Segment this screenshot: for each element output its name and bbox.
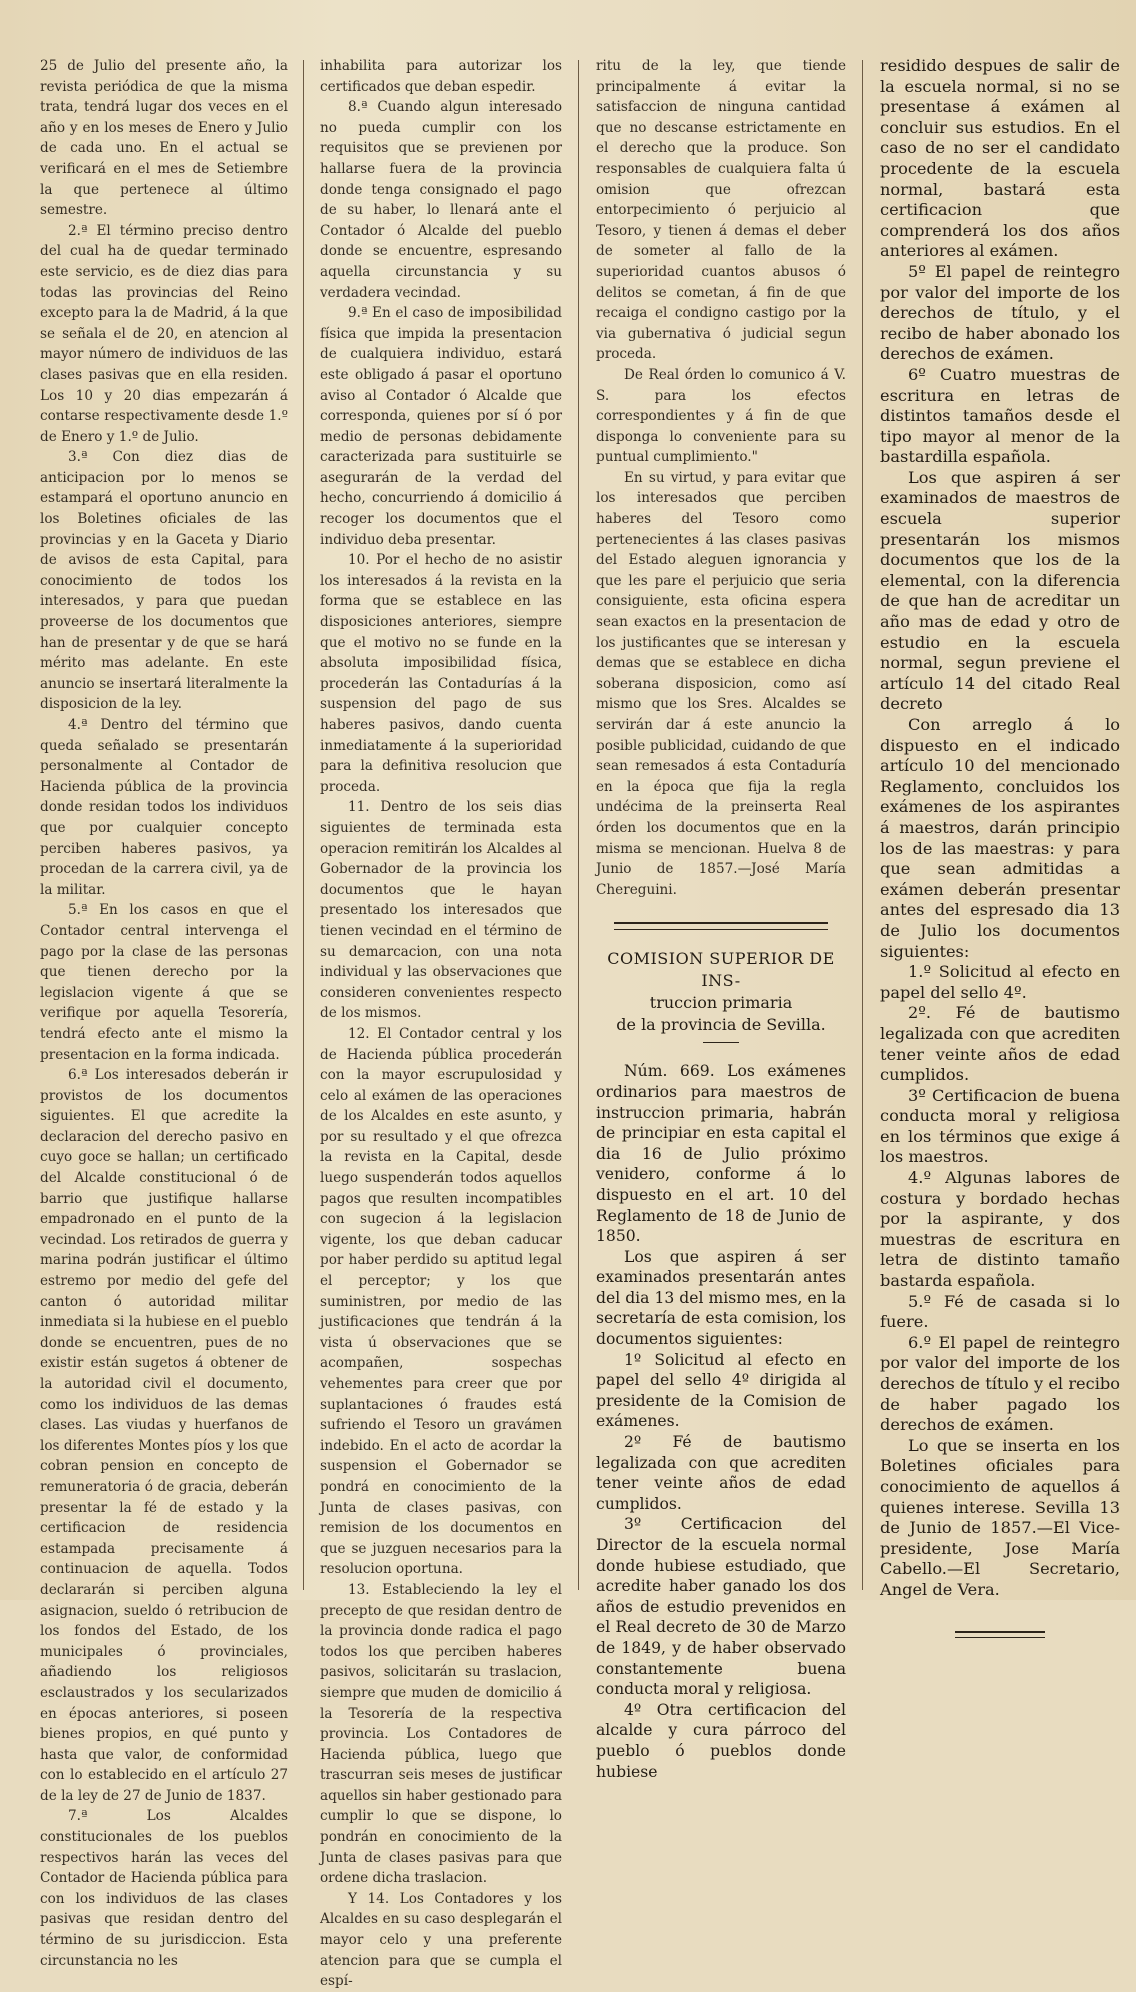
section-separator	[614, 922, 828, 930]
paragraph: ritu de la ley, que tiende principalmente á evitar la satisfaccion de ninguna cantidad que no descanse estrictamente en el derecho que la produce. Son responsables de cualquiera falta ú omision que ofrezcan entorpecimiento ó perjuicio al Tesoro, y tienen á demas el deber de someter al fallo de la superioridad cuantos abusos ó delitos se cometan, á fin de que recaiga el condigno castigo por la via gubernativa ó judicial segun proceda.	[596, 58, 846, 363]
paragraph: 4.º Algunas labores de costura y bordado hechas por la aspirante, y dos muestras de escritura en letra de distinto tamaño bastarda española.	[880, 1168, 1120, 1291]
paragraph: Lo que se inserta en los Boletines oficiales para conocimiento de aquellos á quienes interese. Sevilla 13 de Junio de 1857.—El Vice-presidente, Jose María Cabello.—El Secretario, Angel de Vera.	[880, 1435, 1120, 1599]
paragraph: 7.ª Los Alcaldes constitucionales de los pueblos respectivos harán las veces del Contador de Hacienda pública para con los individuos de las clases pasivas que residan dentro del término de su jurisdiccion. Esta circunstancia no les	[40, 1808, 288, 1969]
paragraph: 10. Por el hecho de no asistir los interesados á la revista en la forma que se establece en las disposiciones anteriores, siempre que el motivo no se funde en la absoluta imposibilidad física, procederán las Contadurías á la suspension del pago de sus haberes pasivos, dando cuenta inmediatamente á la superioridad para la definitiva resolucion que proceda.	[320, 552, 562, 795]
section-heading: COMISION SUPERIOR DE INS-	[607, 949, 835, 991]
heading-rule	[703, 1042, 739, 1043]
paragraph: 5º El papel de reintegro por valor del importe de los derechos de título, y el recibo de haber abonado los derechos de exámen.	[880, 261, 1120, 364]
column-2	[320, 56, 562, 1990]
paragraph: 5.º Fé de casada si lo fuere.	[880, 1291, 1120, 1332]
paragraph: De Real órden lo comunico á V. S. para los efectos correspondientes y á fin de que disponga lo conveniente para su puntual cumplimiento."	[596, 366, 846, 466]
paragraph: 1º Solicitud al efecto en papel del sello 4º dirigida al presidente de la Comision de exámenes.	[596, 1350, 846, 1431]
paragraph: 8.ª Cuando algun interesado no pueda cumplir con los requisitos que se previenen por hallarse fuera de la provincia donde tenga consignado el pago de su haber, lo llenará ante el Contador ó Alcalde del pueblo donde se encuentre, espresando aquella circunstancia y su verdadera vecindad.	[320, 99, 562, 301]
column-divider	[303, 60, 304, 1590]
paragraph: Y 14. Los Contadores y los Alcaldes en su caso desplegarán el mayor celo y una preferente atencion para que se cumpla el espí-	[320, 1890, 562, 1990]
paragraph: 6.ª Los interesados deberán ir provistos de los documentos siguientes. El que acredite la declaracion del derecho pasivo en cuyo goce se hallan; un certificado del Alcalde constitucional ó de barrio que justifique hallarse empadronado en el punto de la vecindad. Los retirados de guerra y marina podrán justificar el último estremo por medio del gefe del canton ó autoridad militar inmediata si la hubiese en el pueblo donde se encuentren, pues de no existir están sugetos á obtener de la autoridad civil el documento, como los individuos de las demas clases. Las viudas y huerfanos de los diferentes Montes píos y los que cobran pension en concepto de remuneratoria ó de gracia, deberán presentar la fé de estado y la certificacion de residencia estampada precisamente á continuacion de aquella. Todos declararán si perciben alguna asignacion, sueldo ó retribucion de los fondos del Estado, de los municipales ó provinciales, añadiendo los religiosos esclaustrados y los secularizados en épocas anteriores, si poseen bienes propios, en qué punto y hasta que valor, de conformidad con lo establecido en el artículo 27 de la ley de 27 de Junio de 1837.	[40, 1067, 289, 1804]
paragraph: 3º Certificacion de buena conducta moral y religiosa en los términos que exige á los maestros.	[880, 1085, 1120, 1167]
paragraph: 5.ª En los casos en que el Contador central intervenga el pago por la clase de las personas que tienen derecho por la legislacion vigente á que se verifique por aquella Tesorería, tendrá efecto ante el mismo la presentacion en la forma indicada.	[40, 902, 288, 1063]
paragraph: Los que aspiren á ser examinados de maestros de escuela superior presentarán los mismos documentos que los de la elemental, con la diferencia de que han de acreditar un año mas de edad y otro de estudio en la escuela normal, segun previene el artículo 14 del citado Real decreto	[880, 467, 1120, 714]
column-1	[40, 56, 289, 1969]
paragraph: En su virtud, y para evitar que los interesados que perciben haberes del Tesoro como pertenecientes á las clases pasivas del Estado aleguen ignorancia y que les pare el perjuicio que seria consiguiente, esta oficina espera sean exactos en la presentacion de los justificantes que se interesan y demas que se establece en dicha soberana disposicion, como así mismo que los Sres. Alcaldes se servirán dar á este anuncio la posible publicidad, cuidando de que sean remesados á esta Contaduría en la época que fija la regla undécima de la preinserta Real órden los documentos que en la misma se mencionan. Huelva 8 de Junio de 1857.—José María Chereguini.	[596, 469, 846, 898]
paragraph: residido despues de salir de la escuela normal, si no se presentase á exámen al concluir sus estudios. En el caso de no ser el candidato procedente de la escuela normal, bastará esta certificacion que comprenderá los dos años anteriores al exámen.	[880, 56, 1120, 261]
paragraph: 6.º El papel de reintegro por valor del importe de los derechos de título y el recibo de haber pagado los derechos de exámen.	[880, 1332, 1120, 1435]
paragraph: 4º Otra certificacion del alcalde y cura párroco del pueblo ó pueblos donde hubiese	[596, 1700, 846, 1781]
paragraph: Con arreglo á lo dispuesto en el indicado artículo 10 del mencionado Reglamento, concluidos los exámenes de los aspirantes á maestros, darán principio los de las maestras: y para que sean admitidas a exámen deberán presentar antes del espresado dia 13 de Julio los documentos siguientes:	[880, 715, 1120, 961]
section-heading-line: de la provincia de Sevilla.	[616, 1015, 826, 1035]
circular-text	[596, 56, 846, 900]
paragraph: 11. Dentro de los seis dias siguientes de terminada esta operacion remitirán los Alcaldes al Gobernador de la provincia los documentos que le hayan presentado los interesados que tienen vecindad en el término de su demarcacion, con una nota individual y las observaciones que consideren convenientes respecto de los mismos.	[320, 799, 562, 1022]
end-separator	[955, 1631, 1045, 1638]
paragraph: 3.ª Con diez dias de anticipacion por lo menos se estampará el oportuno anuncio en los Boletines oficiales de las provincias y en la Gaceta y Diario de avisos de esta Capital, para conocimiento de todos los interesados, y para que puedan proveerse de los documentos que han de presentar y de que se hará mérito mas adelante. En este anuncio se insertará literalmente la disposicion de la ley.	[40, 449, 288, 713]
column-4	[880, 56, 1120, 1599]
exam-announcement	[596, 1061, 846, 1782]
paragraph: 1.º Solicitud al efecto en papel del sello 4º.	[880, 962, 1120, 1002]
paragraph: 12. El Contador central y los de Hacienda pública procederán con la mayor escrupulosidad y celo al exámen de las operaciones de los Alcaldes en este asunto, y por su resultado y el que ofrezca la revista en la Capital, desde luego suspenderán todos aquellos pagos que resulten incompatibles con sugecion á la legislacion vigente, los que deban caducar por haber perdido su aptitud legal el perceptor; y los que suministren, por medio de las justificaciones que tendrán á la vista ú observaciones que se acompañen, sospechas vehementes para creer que por suplantaciones ó fraudes está sufriendo el Tesoro un gravámen indebido. En el acto de acordar la suspension el Gobernador se pondrá en conocimiento de la Junta de clases pasivas, con remision de los documentos en que se juzguen necesarios para la resolucion oportuna.	[320, 1025, 562, 1578]
section-heading-line: truccion primaria	[649, 993, 793, 1013]
column-3	[596, 56, 846, 1781]
paragraph: 4.ª Dentro del término que queda señalado se presentarán personalmente al Contador de Hacienda pública de la provincia donde residan todos los individuos que por cualquier concepto perciben haberes pasivos, ya procedan de la carrera civil, ya de la militar.	[40, 717, 288, 898]
paragraph: Núm. 669. Los exámenes ordinarios para maestros de instruccion primaria, habrán de principiar en esta capital el dia 16 de Julio próximo venidero, conforme á lo dispuesto en el art. 10 del Reglamento de 18 de Junio de 1850.	[596, 1062, 846, 1246]
paragraph: 2.ª El término preciso dentro del cual ha de quedar terminado este servicio, es de diez dias para todas las provincias del Reino excepto para la de Madrid, á la que se señala el de 20, en atencion al mayor número de individuos de las clases pasivas que en ella residen. Los 10 y 20 dias empezarán á contarse respectivamente desde 1.º de Enero y 1.º de Julio.	[40, 222, 288, 445]
paragraph: 25 de Julio del presente año, la revista periódica de que la misma trata, tendrá lugar dos veces en el año y en los meses de Enero y Julio de cada uno. En el actual se verificará en el mes de Setiembre la que pertenece al último semestre.	[40, 58, 288, 219]
column-divider	[862, 60, 863, 1590]
paragraph: 2º Fé de bautismo legalizada con que acrediten tener veinte años de edad cumplidos.	[596, 1433, 846, 1513]
paragraph: 9.ª En el caso de imposibilidad física que impida la presentacion de cualquiera individuo, estará este obligado á pasar el oportuno aviso al Contador ó Alcalde que corresponda, quienes por sí ó por medio de personas debidamente caracterizada para sustituirle se asegurarán de la verdad del hecho, concurriendo á domicilio á recoger los documentos que el individuo deba presentar.	[320, 305, 562, 548]
column-divider	[578, 60, 579, 1590]
paragraph: 6º Cuatro muestras de escritura en letras de distintos tamaños desde el tipo mayor al menor de la bastardilla española.	[880, 364, 1120, 467]
paragraph: 13. Estableciendo la ley el precepto de que residan dentro de la provincia donde radica el pago todos los que perciben haberes pasivos, solicitarán su traslacion, siempre que muden de domicilio á la Tesorería de la respectiva provincia. Los Contadores de Hacienda pública, luego que trascurran seis meses de justificar aquellos sin haber gestionado para cumplir lo que se dispone, lo pondrán en conocimiento de la Junta de clases pasivas para que ordene dicha traslacion.	[320, 1581, 562, 1887]
paragraph: 3º Certificacion del Director de la escuela normal donde hubiese estudiado, que acredite haber ganado los dos años de estudio prevenidos en el Real decreto de 30 de Marzo de 1849, y de haber observado constantemente buena conducta moral y religiosa.	[596, 1515, 846, 1699]
paragraph: Los que aspiren á ser examinados presentarán antes del dia 13 del mismo mes, en la secretaría de esta comision, los documentos siguientes:	[596, 1247, 846, 1349]
paragraph: inhabilita para autorizar los certificados que deban espedir.	[320, 58, 562, 95]
paragraph: 2º. Fé de bautismo legalizada con que acrediten tener veinte años de edad cumplidos.	[880, 1003, 1120, 1085]
